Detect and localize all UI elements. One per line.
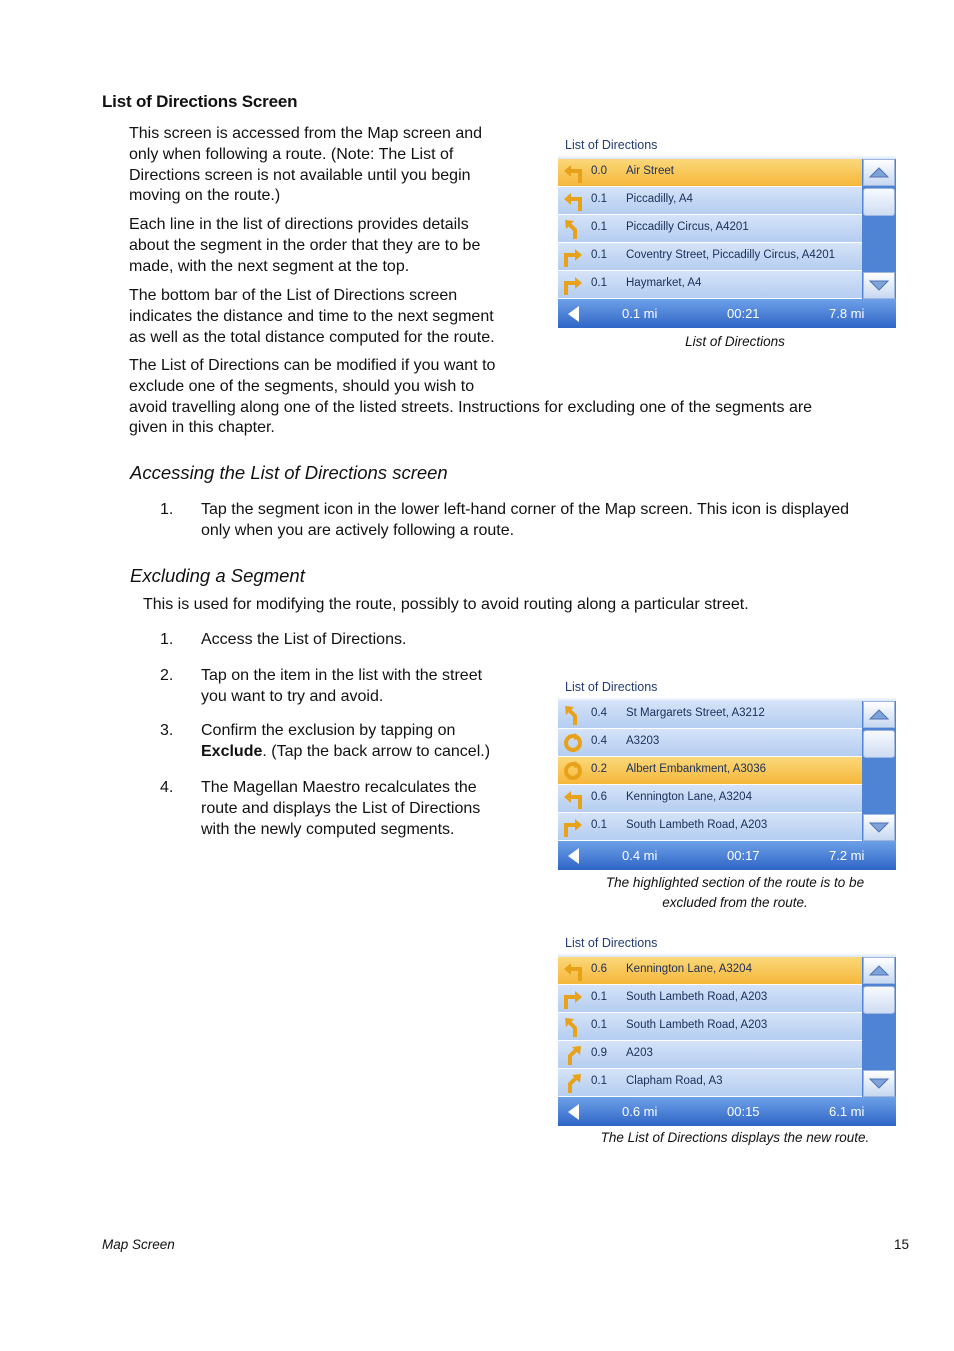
scroll-up-button[interactable] (863, 957, 895, 984)
total-route-distance: 7.8 mi (829, 306, 865, 321)
segment-distance: 0.1 (591, 1075, 607, 1087)
step-number: 1. (160, 501, 174, 518)
next-segment-distance: 0.1 mi (622, 306, 658, 321)
caption-line: The List of Directions displays the new route. (600, 1130, 870, 1145)
caption-line: The highlighted section of the route is to be (605, 875, 865, 890)
segment-distance: 0.1 (591, 991, 607, 1003)
segment-street: Haymarket, A4 (626, 277, 702, 289)
text-line: made, with the next segment at the top. (129, 257, 410, 275)
scroll-up-button[interactable] (863, 159, 895, 186)
back-arrow-icon[interactable] (566, 847, 582, 865)
scroll-down-button[interactable] (863, 1070, 895, 1097)
chevron-down-icon (864, 273, 894, 298)
turn-left-icon (562, 190, 584, 212)
screen-title: List of Directions (565, 936, 658, 950)
direction-row[interactable] (558, 701, 862, 729)
text-line: The bottom bar of the List of Directions screen (129, 287, 458, 304)
segment-street: Clapham Road, A3 (626, 1075, 723, 1087)
directions-list (558, 957, 862, 1097)
text-line: moving on the route.) (129, 187, 281, 205)
direction-row[interactable] (558, 187, 862, 215)
directions-screen-3 (558, 936, 896, 1126)
exclude-step-4 (160, 778, 540, 844)
segment-street: Piccadilly, A4 (626, 193, 693, 205)
next-segment-distance: 0.4 mi (622, 848, 658, 863)
segment-distance: 0.1 (591, 277, 607, 289)
segment-distance: 0.4 (591, 707, 607, 719)
segment-street: Kennington Lane, A3204 (626, 791, 752, 803)
scroll-thumb[interactable] (863, 730, 895, 758)
text-line: avoid travelling along one of the listed streets. Instructions for excluding one of the segments are (129, 398, 813, 416)
text-line: as well as the total distance computed for the route. (129, 328, 495, 346)
chevron-down-icon (864, 815, 894, 840)
caption-line: excluded from the route. (662, 895, 808, 910)
paragraph-access-note (129, 124, 482, 207)
route-summary-bar (558, 1097, 896, 1126)
segment-street: Coventry Street, Piccadilly Circus, A4201 (626, 249, 836, 261)
scroll-thumb[interactable] (863, 188, 895, 216)
directions-screen-1 (558, 138, 896, 328)
direction-row[interactable] (558, 1013, 862, 1041)
direction-row[interactable] (558, 813, 862, 841)
paragraph-modify (129, 356, 812, 439)
text-line: Directions screen is not available until you begin (129, 166, 471, 184)
text-line: with the newly computed segments. (201, 820, 455, 838)
segment-street: Air Street (626, 165, 674, 177)
text-line: route and displays the List of Directions (201, 799, 481, 817)
next-segment-time: 00:15 (727, 1104, 760, 1119)
direction-row[interactable] (558, 1041, 862, 1069)
segment-distance: 0.2 (591, 763, 607, 775)
text-line: only when you are actively following a route. (201, 521, 515, 539)
text-line: given in this chapter. (129, 419, 275, 437)
direction-row[interactable] (558, 271, 862, 299)
segment-distance: 0.1 (591, 1019, 607, 1031)
text-line: This screen is accessed from the Map screen and (129, 125, 483, 142)
scrollbar[interactable] (862, 957, 896, 1097)
roundabout-icon (562, 760, 584, 782)
segment-street: South Lambeth Road, A203 (626, 1019, 768, 1031)
page-number: 15 (894, 1237, 910, 1252)
step-number: 4. (160, 779, 174, 796)
segment-distance: 0.6 (591, 791, 607, 803)
screen-title: List of Directions (565, 138, 658, 152)
back-arrow-icon[interactable] (566, 1103, 582, 1121)
directions-list (558, 159, 862, 299)
roundabout-icon (562, 732, 584, 754)
access-step-1 (160, 500, 920, 544)
next-segment-distance: 0.6 mi (622, 1104, 658, 1119)
next-segment-time: 00:17 (727, 848, 760, 863)
direction-row[interactable] (558, 729, 862, 757)
bear-right-icon (562, 1072, 584, 1094)
text-line: Tap on the item in the list with the street (201, 667, 483, 684)
directions-list (558, 701, 862, 841)
segment-street: Albert Embankment, A3036 (626, 763, 766, 775)
scroll-down-button[interactable] (863, 272, 895, 299)
next-segment-time: 00:21 (727, 306, 760, 321)
chevron-up-icon (864, 958, 894, 983)
text-line: exclude one of the segments, should you wish to (129, 377, 475, 395)
direction-row[interactable] (558, 957, 862, 985)
direction-row[interactable] (558, 215, 862, 243)
segment-distance: 0.1 (591, 249, 607, 261)
caption-screen-3 (558, 1128, 912, 1148)
text-line: Each line in the list of directions provides details (129, 216, 469, 233)
footer-section: Map Screen (102, 1237, 175, 1252)
section-title-accessing: Accessing the List of Directions screen (130, 462, 448, 483)
turn-right-icon (562, 816, 584, 838)
step-number: 1. (160, 631, 174, 648)
turn-right-icon (562, 988, 584, 1010)
text-line: The Magellan Maestro recalculates the (201, 779, 477, 796)
direction-row[interactable] (558, 985, 862, 1013)
segment-street: South Lambeth Road, A203 (626, 991, 768, 1003)
caption-screen-1 (558, 332, 912, 352)
turn-left-icon (562, 960, 584, 982)
route-summary-bar (558, 299, 896, 328)
turn-left-icon (562, 788, 584, 810)
caption-line: List of Directions (685, 334, 785, 349)
direction-row[interactable] (558, 1069, 862, 1097)
total-route-distance: 6.1 mi (829, 1104, 865, 1119)
segment-street: A3203 (626, 735, 660, 747)
direction-row[interactable] (558, 785, 862, 813)
text-line: Tap the segment icon in the lower left-hand corner of the Map screen. This icon is displayed (201, 501, 850, 518)
scrollbar[interactable] (862, 701, 896, 841)
exclude-step-3 (160, 721, 540, 765)
bear-left-icon (562, 704, 584, 726)
turn-right-icon (562, 246, 584, 268)
chevron-up-icon (864, 702, 894, 727)
screen-title: List of Directions (565, 680, 658, 694)
bear-left-icon (562, 218, 584, 240)
back-arrow-icon[interactable] (566, 305, 582, 323)
segment-distance: 0.1 (591, 193, 607, 205)
exclude-keyword: Exclude (201, 742, 263, 760)
bear-right-icon (562, 1044, 584, 1066)
segment-distance: 0.0 (591, 165, 607, 177)
segment-distance: 0.4 (591, 735, 607, 747)
segment-distance: 0.6 (591, 963, 607, 975)
chevron-down-icon (864, 1071, 894, 1096)
step-number: 2. (160, 667, 174, 684)
direction-row[interactable] (558, 243, 862, 271)
paragraph-line-details (129, 215, 480, 277)
scroll-thumb[interactable] (863, 986, 895, 1014)
text-line: only when following a route. (Note: The List of (129, 145, 454, 163)
route-summary-bar (558, 841, 896, 870)
segment-street: Kennington Lane, A3204 (626, 963, 752, 975)
total-route-distance: 7.2 mi (829, 848, 865, 863)
segment-distance: 0.9 (591, 1047, 607, 1059)
scroll-up-button[interactable] (863, 701, 895, 728)
segment-distance: 0.1 (591, 221, 607, 233)
directions-screen-2 (558, 680, 896, 870)
scrollbar[interactable] (862, 159, 896, 299)
direction-row[interactable] (558, 757, 862, 785)
segment-street: Piccadilly Circus, A4201 (626, 221, 749, 233)
text-line (201, 742, 490, 763)
section-title-excluding: Excluding a Segment (130, 565, 305, 586)
paragraph-exclude-intro: This is used for modifying the route, possibly to avoid routing along a particular street. (143, 596, 749, 613)
paragraph-bottom-bar (129, 286, 495, 348)
text-line: Access the List of Directions. (201, 631, 407, 648)
text-line: about the segment in the order that they are to be (129, 236, 481, 254)
bear-left-icon (562, 1016, 584, 1038)
turn-right-icon (562, 274, 584, 296)
text-line: The List of Directions can be modified if you want to (129, 357, 496, 374)
direction-row[interactable] (558, 159, 862, 187)
turn-left-icon (562, 162, 584, 184)
text-line: Confirm the exclusion by tapping on (201, 722, 456, 739)
text-line: you want to try and avoid. (201, 687, 384, 705)
segment-distance: 0.1 (591, 819, 607, 831)
segment-street: A203 (626, 1047, 653, 1059)
page-heading: List of Directions Screen (102, 92, 298, 111)
caption-screen-2 (558, 873, 912, 913)
segment-street: St Margarets Street, A3212 (626, 707, 765, 719)
chevron-up-icon (864, 160, 894, 185)
segment-street: South Lambeth Road, A203 (626, 819, 768, 831)
exclude-step-2 (160, 666, 540, 710)
text-line: indicates the distance and time to the next segment (129, 307, 494, 325)
exclude-step-1 (160, 630, 540, 652)
text-fragment: . (Tap the back arrow to cancel.) (262, 742, 491, 760)
step-number: 3. (160, 722, 174, 739)
scroll-down-button[interactable] (863, 814, 895, 841)
